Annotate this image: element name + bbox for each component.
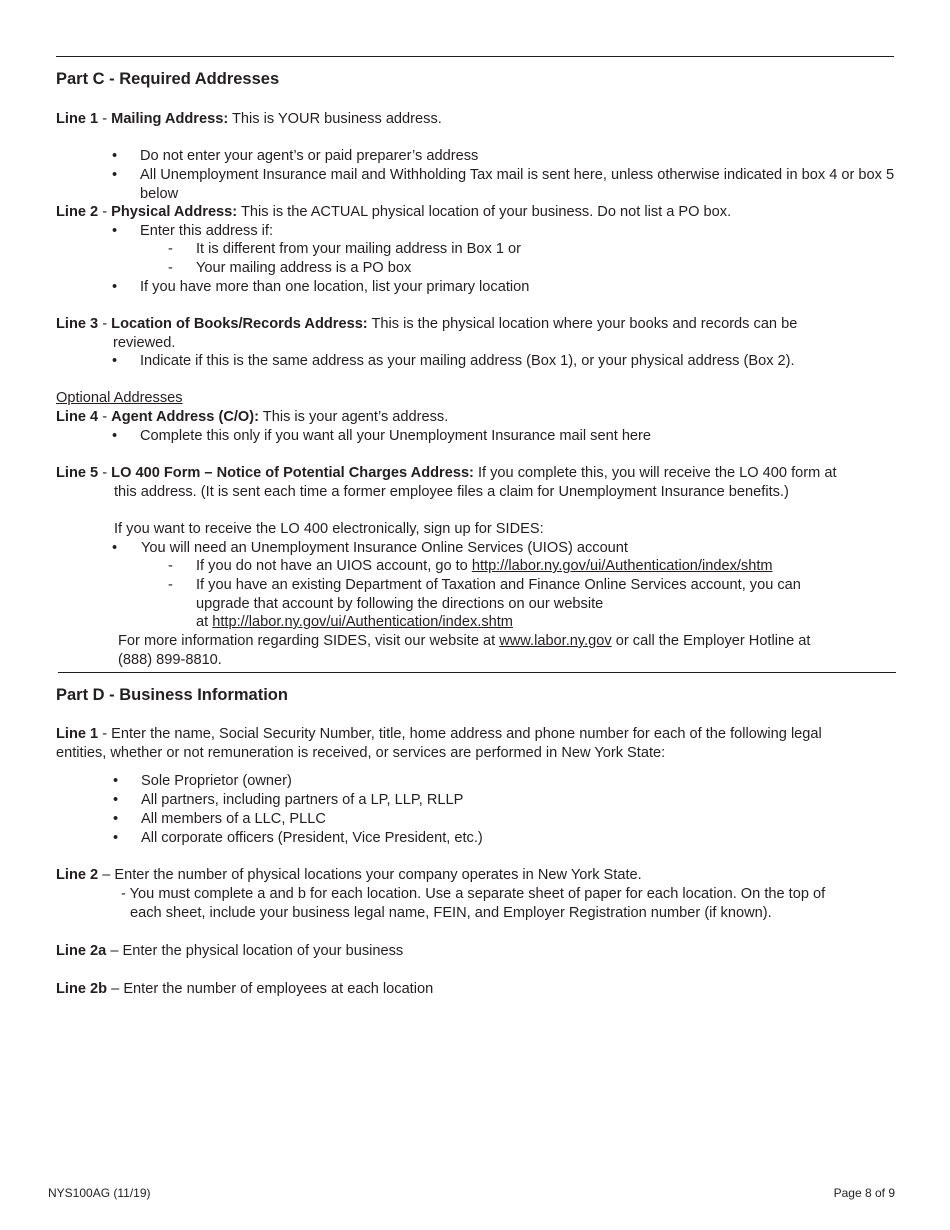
- part-d-line2b: Line 2b – Enter the number of employees at each location: [56, 981, 434, 997]
- hotline-phone: (888) 899-8810.: [118, 652, 222, 668]
- labor-website-link[interactable]: www.labor.ny.gov: [499, 633, 612, 649]
- line3-continuation: reviewed.: [113, 335, 176, 351]
- bullet-symbol: •: [113, 830, 119, 846]
- authentication-link[interactable]: http://labor.ny.gov/ui/Authentication/index.shtm: [212, 614, 513, 630]
- bullet-symbol: •: [112, 428, 118, 444]
- bullet-symbol: •: [112, 279, 118, 295]
- line-number: Line 2: [56, 867, 99, 883]
- part-c-heading: Part C - Required Addresses: [56, 70, 280, 88]
- line-label: Mailing Address:: [111, 111, 229, 127]
- part-c-line4: Line 4 - Agent Address (C/O): This is your agent’s address.: [56, 409, 449, 425]
- sides-intro: If you want to receive the LO 400 electronically, sign up for SIDES:: [114, 521, 544, 537]
- form-id: NYS100AG (11/19): [48, 1186, 151, 1200]
- bullet-symbol: •: [112, 353, 118, 369]
- part-d-line2a: Line 2a – Enter the physical location of your business: [56, 943, 404, 959]
- line1-continuation: entities, whether or not remuneration is received, or services are performed in New York State:: [56, 745, 666, 761]
- list-item: Sole Proprietor (owner): [141, 773, 292, 789]
- more-info: For more information regarding SIDES, visit our website at www.labor.ny.gov or call the Employer Hotline at: [118, 633, 811, 649]
- part-d-line2: Line 2 – Enter the number of physical locations your company operates in New York State.: [56, 867, 642, 883]
- line-number: Line 1: [56, 111, 99, 127]
- list-item: If you have more than one location, list your primary location: [140, 279, 530, 295]
- dash-symbol: -: [168, 558, 173, 574]
- sub-item: It is different from your mailing address in Box 1 or: [196, 241, 521, 257]
- line-number: Line 5: [56, 465, 99, 481]
- line-label: Agent Address (C/O):: [111, 409, 259, 425]
- sub-item-continuation: upgrade that account by following the directions on our website: [196, 596, 604, 612]
- top-rule: [56, 56, 894, 57]
- line-number: Line 2a: [56, 943, 107, 959]
- bullet-symbol: •: [113, 811, 119, 827]
- dash-symbol: -: [168, 260, 173, 276]
- line2-sub-item-continuation: each sheet, include your business legal name, FEIN, and Employer Registration number (if known).: [130, 905, 772, 921]
- optional-addresses-heading: Optional Addresses: [56, 390, 183, 406]
- bullet-symbol: •: [112, 223, 118, 239]
- bullet-symbol: •: [113, 773, 119, 789]
- sub-item: If you have an existing Department of Taxation and Finance Online Services account, you can: [196, 577, 801, 593]
- part-c-line3: Line 3 - Location of Books/Records Address: This is the physical location where your books and records can be: [56, 316, 798, 332]
- list-item: Indicate if this is the same address as your mailing address (Box 1), or your physical address (Box 2).: [140, 353, 795, 369]
- bullet-symbol: •: [113, 792, 119, 808]
- list-item: Do not enter your agent’s or paid preparer’s address: [140, 148, 479, 164]
- bullet-symbol: •: [112, 540, 118, 556]
- line-number: Line 2: [56, 204, 99, 220]
- section-divider: [58, 672, 896, 673]
- uios-link[interactable]: http://labor.ny.gov/ui/Authentication/index/shtm: [471, 558, 773, 574]
- part-d-heading: Part D - Business Information: [56, 686, 288, 704]
- bullet-symbol: •: [112, 148, 118, 164]
- dash-symbol: -: [168, 577, 173, 593]
- list-item: All corporate officers (President, Vice President, etc.): [141, 830, 483, 846]
- dash-symbol: -: [168, 241, 173, 257]
- line2-sub-item: - You must complete a and b for each location. Use a separate sheet of paper for each location. On the top of: [121, 886, 826, 902]
- bullet-symbol: •: [112, 167, 118, 183]
- part-c-line2: Line 2 - Physical Address: This is the ACTUAL physical location of your business. Do not list a PO box.: [56, 204, 732, 220]
- part-d-line1: Line 1 - Enter the name, Social Security Number, title, home address and phone number for each of the following legal: [56, 726, 822, 742]
- list-item: Enter this address if:: [140, 223, 274, 239]
- line-number: Line 1: [56, 726, 99, 742]
- list-item: All members of a LLC, PLLC: [141, 811, 326, 827]
- line-label: Physical Address:: [111, 204, 238, 220]
- line-number: Line 4: [56, 409, 99, 425]
- line-label: Location of Books/Records Address:: [111, 316, 368, 332]
- line5-continuation: this address. (It is sent each time a former employee files a claim for Unemployment Insurance benefits.): [114, 484, 789, 500]
- list-item: Complete this only if you want all your Unemployment Insurance mail sent here: [140, 428, 652, 444]
- list-item: All Unemployment Insurance mail and Withholding Tax mail is sent here, unless otherwise indicated in box 4 or box 5 below: [140, 167, 895, 202]
- line-number: Line 3: [56, 316, 99, 332]
- page-number: Page 8 of 9: [833, 1186, 895, 1200]
- part-c-line5: Line 5 - LO 400 Form – Notice of Potential Charges Address: If you complete this, you will receive the LO 400 form at: [56, 465, 837, 481]
- list-item: All partners, including partners of a LP, LLP, RLLP: [141, 792, 464, 808]
- line-number: Line 2b: [56, 981, 108, 997]
- sub-item: If you do not have an UIOS account, go to http://labor.ny.gov/ui/Authentication/index/shtm: [196, 558, 773, 574]
- line-label: LO 400 Form – Notice of Potential Charges Address:: [111, 465, 474, 481]
- list-item: You will need an Unemployment Insurance Online Services (UIOS) account: [141, 540, 628, 556]
- part-c-line1: Line 1 - Mailing Address: This is YOUR business address.: [56, 111, 442, 127]
- sub-item: Your mailing address is a PO box: [196, 260, 412, 276]
- sub-item-continuation: at http://labor.ny.gov/ui/Authentication/index.shtm: [196, 614, 513, 630]
